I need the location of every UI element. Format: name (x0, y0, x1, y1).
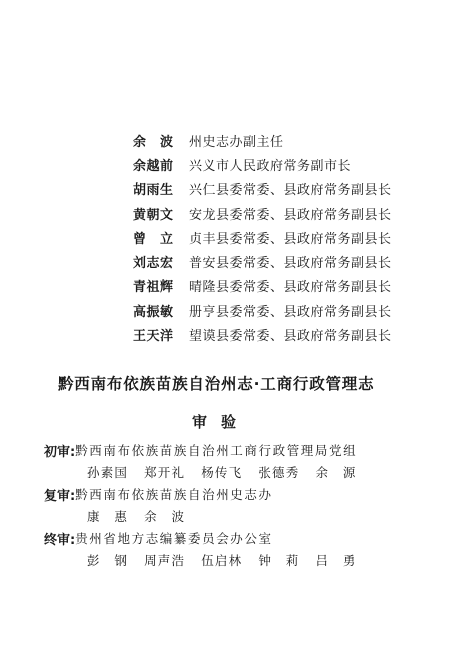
review-org: 黔西南布依族苗族自治州史志办 (75, 487, 273, 502)
member-row (133, 249, 433, 273)
final-review-block (44, 527, 424, 571)
section-heading: 审验 (192, 413, 251, 431)
reviewer-name: 孙素国 (87, 465, 129, 480)
reviewer-name: 张德秀 (258, 465, 300, 480)
reviewer-name: 余 源 (315, 465, 357, 480)
member-role: 望谟县委常委、县政府常务副县长 (189, 329, 392, 345)
member-name: 余越前 (133, 158, 174, 174)
review-org: 贵州省地方志编纂委员会办公室 (75, 531, 273, 546)
reviewer-name: 郑开礼 (144, 465, 186, 480)
member-role: 兴义市人民政府常务副市长 (189, 158, 352, 174)
member-role: 册亨县委常委、县政府常务副县长 (189, 304, 392, 320)
member-role: 安龙县委常委、县政府常务副县长 (189, 207, 392, 223)
member-row (133, 152, 433, 176)
review-label: 终审: (44, 532, 76, 548)
member-row (133, 177, 433, 201)
member-role: 州史志办副主任 (189, 134, 284, 150)
member-role: 普安县委常委、县政府常务副县长 (189, 256, 392, 272)
initial-review-block (44, 439, 424, 483)
member-name: 胡雨生 (133, 183, 174, 199)
review-org-line (44, 439, 424, 461)
member-name: 曾 立 (133, 231, 174, 247)
member-name: 王天洋 (133, 329, 174, 345)
member-name: 刘志宏 (133, 256, 174, 272)
review-org-line (44, 527, 424, 549)
review-people (44, 505, 424, 527)
member-row (133, 201, 433, 225)
member-role: 晴隆县委常委、县政府常务副县长 (189, 280, 392, 296)
member-row (133, 298, 433, 322)
review-label: 复审: (44, 488, 76, 504)
book-title: 黔西南布依族苗族自治州志·工商行政管理志 (58, 375, 375, 393)
member-row (133, 128, 433, 152)
review-people (44, 549, 424, 571)
member-row (133, 274, 433, 298)
member-role: 兴仁县委常委、县政府常务副县长 (189, 183, 392, 199)
reviewer-name: 吕 勇 (315, 553, 357, 568)
member-name: 余 波 (133, 134, 174, 150)
second-review-block (44, 483, 424, 527)
member-name: 黄朝文 (133, 207, 174, 223)
reviewer-name: 伍启林 (201, 553, 243, 568)
reviewer-name: 钟 莉 (258, 553, 300, 568)
review-org-line (44, 483, 424, 505)
committee-member-list (133, 128, 433, 347)
review-org: 黔西南布依族苗族自治州工商行政管理局党组 (75, 443, 358, 458)
member-role: 贞丰县委常委、县政府常务副县长 (189, 231, 392, 247)
reviewer-name: 余 波 (144, 509, 186, 524)
member-row (133, 322, 433, 346)
member-name: 高振敏 (133, 304, 174, 320)
member-row (133, 225, 433, 249)
reviewer-name: 杨传飞 (201, 465, 243, 480)
review-people (44, 461, 424, 483)
reviewer-name: 周声浩 (144, 553, 186, 568)
reviewer-name: 彭 钢 (87, 553, 129, 568)
member-name: 青祖辉 (133, 280, 174, 296)
review-label: 初审: (44, 444, 76, 460)
reviewer-name: 康 惠 (87, 509, 129, 524)
